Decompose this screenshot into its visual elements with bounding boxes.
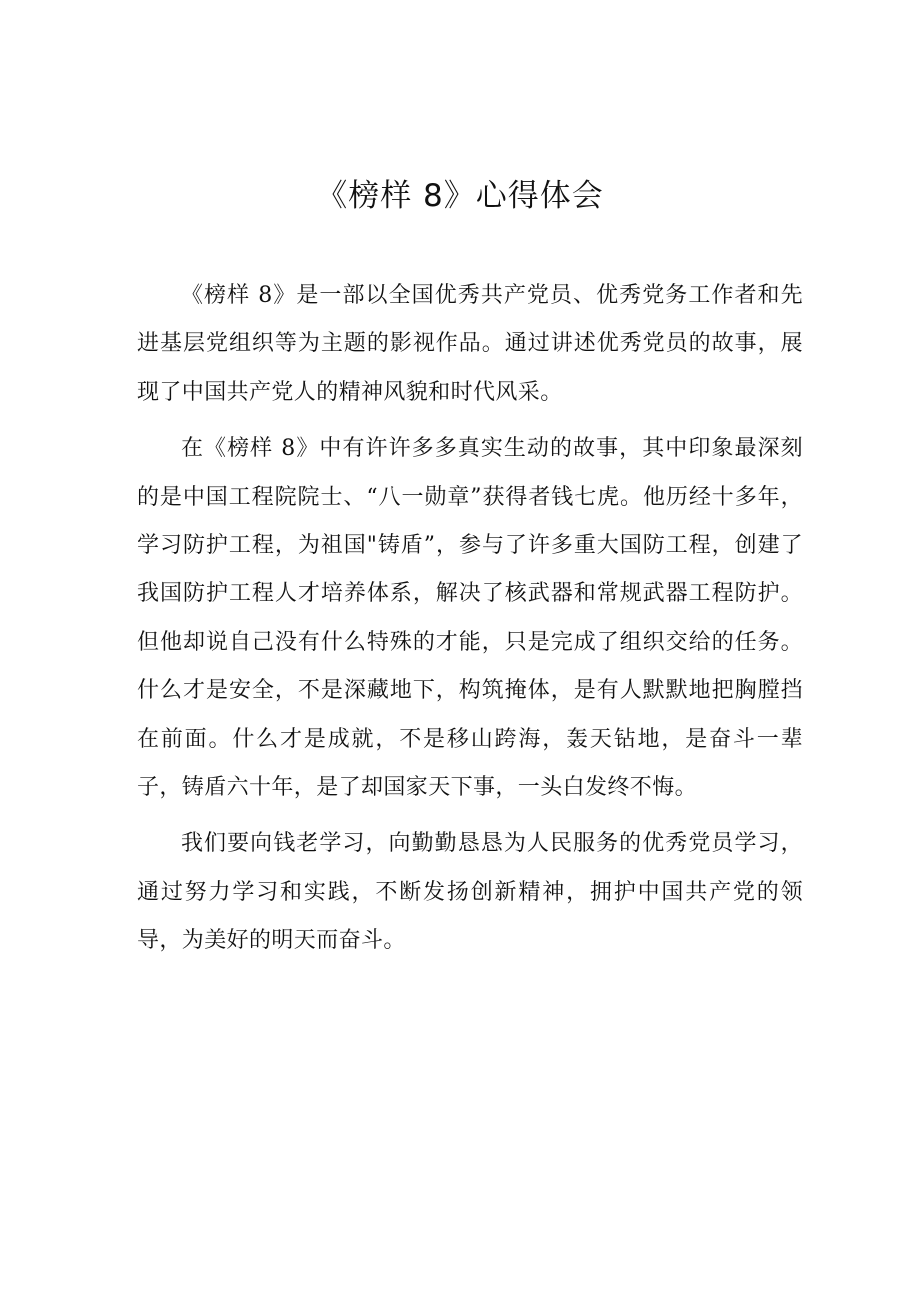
paragraph-intro: 《榜样 8》是一部以全国优秀共产党员、优秀党务工作者和先进基层党组织等为主题的影视作品。通过讲述优秀党员的故事，展现了中国共产党人的精神风貌和时代风采。 [137, 283, 803, 405]
document-body [137, 272, 803, 974]
document-title: 《榜样 8》心得体会 [316, 178, 604, 214]
paragraph-conclusion: 我们要向钱老学习，向勤勤恳恳为人民服务的优秀党员学习，通过努力学习和实践，不断发扬创新精神，拥护中国共产党的领导，为美好的明天而奋斗。 [137, 831, 803, 954]
paragraph-story: 在《榜样 8》中有许许多多真实生动的故事，其中印象最深刻的是中国工程院院士、“八一勋章”获得者钱七虎。他历经十多年，学习防护工程，为祖国"铸盾”，参与了许多重大国防工程，创建了我国防护工程人才培养体系，解决了核武器和常规武器工程防护。但他却说自己没有什么特殊的才能，只是完成了组织交给的任务。什么才是安全，不是深藏地下，构筑掩体，是有人默默地把胸膛挡在前面。什么才是成就，不是移山跨海，轰天钻地，是奋斗一辈子，铸盾六十年，是了却国家天下事，一头白发终不悔。 [137, 436, 803, 801]
